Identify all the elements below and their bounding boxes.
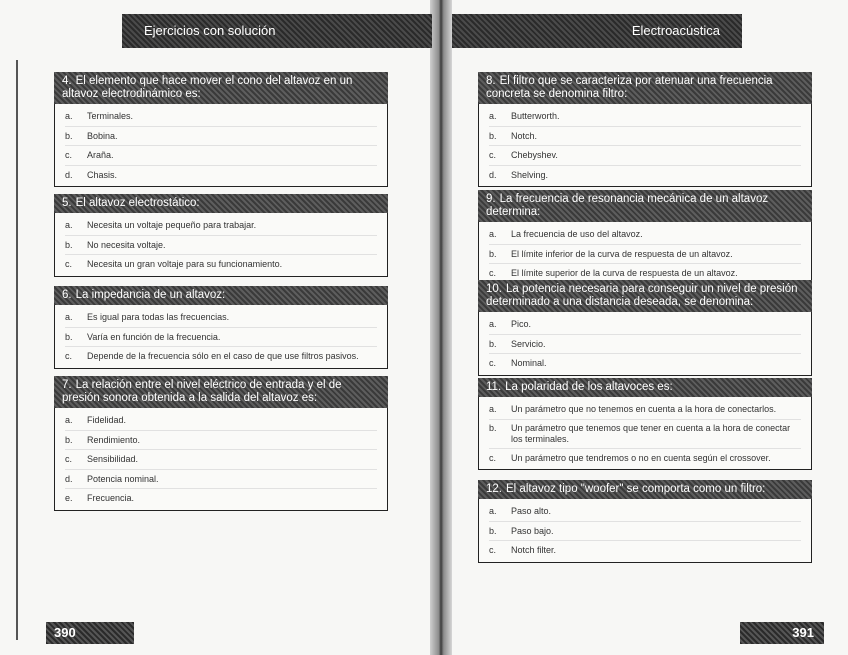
options-list	[55, 408, 387, 510]
option: a. Pico.	[489, 315, 801, 335]
question-title: 10. La potencia necesaria para conseguir un nivel de presión determinado a una distancia deseada, se denomina:	[478, 280, 812, 312]
question-title: 9. La frecuencia de resonancia mecánica de un altavoz determina:	[478, 190, 812, 222]
header-right-title: Electroacústica	[452, 14, 742, 48]
question-title: 7. La relación entre el nivel eléctrico de entrada y el de presión sonora obtenida a la salida del altavoz es:	[54, 376, 388, 408]
option: a. Terminales.	[65, 107, 377, 127]
question-6	[54, 286, 388, 369]
header-left-title: Ejercicios con solución	[122, 14, 432, 48]
question-9	[478, 190, 812, 286]
option: a. Necesita un voltaje pequeño para trabajar.	[65, 216, 377, 236]
option: b. Servicio.	[489, 335, 801, 355]
option: b. Bobina.	[65, 127, 377, 147]
options-list	[55, 213, 387, 276]
option: e. Frecuencia.	[65, 493, 135, 503]
option: b. Varía en función de la frecuencia.	[65, 328, 377, 348]
option: a. Un parámetro que no tenemos en cuenta a la hora de conectarlos.	[489, 400, 801, 420]
option: b. Paso bajo.	[489, 522, 801, 542]
option: c. Sensibilidad.	[65, 450, 377, 470]
options-list	[479, 397, 811, 469]
page-edge-line	[16, 60, 18, 640]
option: c. Depende de la frecuencia sólo en el caso de que use filtros pasivos.	[65, 351, 359, 361]
option: c. Necesita un gran voltaje para su funcionamiento.	[65, 259, 283, 269]
question-title: 6. La impedancia de un altavoz:	[54, 286, 388, 305]
question-title: 8. El filtro que se caracteriza por atenuar una frecuencia concreta se denomina filtro:	[478, 72, 812, 104]
question-title: 11. La polaridad de los altavoces es:	[478, 378, 812, 397]
option: d. Shelving.	[489, 169, 549, 180]
option: d. Chasis.	[65, 169, 118, 180]
question-title: 4. El elemento que hace mover el cono del altavoz en un altavoz electrodinámico es:	[54, 72, 388, 104]
option: c. El límite superior de la curva de respuesta de un altavoz.	[489, 268, 738, 278]
option: c. Chebyshev.	[489, 146, 801, 166]
option: b. Notch.	[489, 127, 801, 147]
option: c. Notch filter.	[489, 545, 557, 555]
options-list	[479, 222, 811, 285]
question-7	[54, 376, 388, 511]
question-11	[478, 378, 812, 470]
question-4	[54, 72, 388, 187]
page-number-right: 391	[740, 622, 824, 644]
option: b. El límite inferior de la curva de respuesta de un altavoz.	[489, 245, 801, 265]
option: a. Es igual para todas las frecuencias.	[65, 308, 377, 328]
options-list	[479, 499, 811, 562]
option: c. Un parámetro que tendremos o no en cuenta según el crossover.	[489, 452, 771, 463]
option: b. Un parámetro que tenemos que tener en cuenta a la hora de conectar los terminales.	[489, 420, 801, 449]
option: c. Nominal.	[489, 358, 547, 368]
option: b. Rendimiento.	[65, 431, 377, 451]
book-gutter	[430, 0, 452, 655]
option: b. No necesita voltaje.	[65, 236, 377, 256]
question-title: 12. El altavoz tipo "woofer" se comporta como un filtro:	[478, 480, 812, 499]
option: a. Butterworth.	[489, 107, 801, 127]
option: d. Potencia nominal.	[65, 470, 377, 490]
options-list	[55, 305, 387, 368]
option: a. La frecuencia de uso del altavoz.	[489, 225, 801, 245]
option: a. Fidelidad.	[65, 411, 377, 431]
question-title: 5. El altavoz electrostático:	[54, 194, 388, 213]
question-12	[478, 480, 812, 563]
options-list	[479, 312, 811, 375]
options-list	[479, 104, 811, 186]
option: a. Paso alto.	[489, 502, 801, 522]
options-list	[55, 104, 387, 186]
question-5	[54, 194, 388, 277]
option: c. Araña.	[65, 146, 377, 166]
question-10	[478, 280, 812, 376]
page-number-left: 390	[46, 622, 134, 644]
question-8	[478, 72, 812, 187]
